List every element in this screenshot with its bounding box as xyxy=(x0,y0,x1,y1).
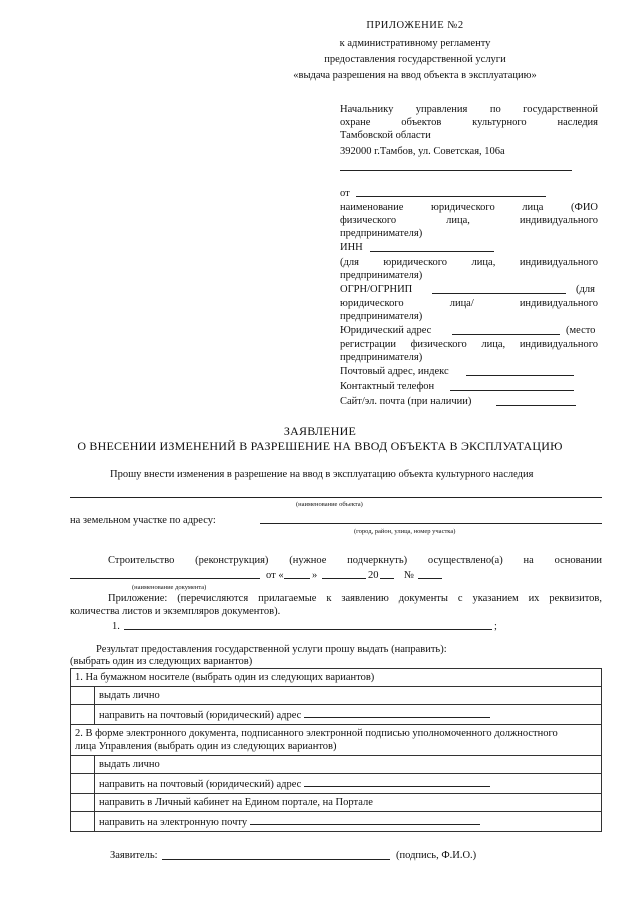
sender-name-note-1: наименование юридического лица (ФИО xyxy=(340,202,598,213)
legal-address-field[interactable] xyxy=(452,334,560,335)
ogrn-note-0: (для xyxy=(576,284,595,295)
legal-address-note-2: предпринимателя) xyxy=(340,352,423,363)
electronic-option-checkbox[interactable] xyxy=(71,812,95,832)
addressee-line-1: Начальнику управления по государственной xyxy=(340,104,598,115)
delivery-options-table xyxy=(70,668,602,832)
construction-text: Строительство (реконструкция) (нужное подчеркнуть) осуществлено(а) на основании xyxy=(108,555,602,566)
basis-document-caption: (наименование документа) xyxy=(132,584,207,591)
header-line-3: «выдача разрешения на ввод объекта в эксплуатацию» xyxy=(293,70,537,81)
paper-heading-row xyxy=(71,669,602,687)
paper-option-row[interactable] xyxy=(71,687,602,705)
attachment-item-field[interactable] xyxy=(124,629,492,630)
electronic-option-portal: направить в Личный кабинет на Едином портале, на Портале xyxy=(95,794,602,812)
plot-address-label: на земельном участке по адресу: xyxy=(70,515,216,526)
applicant-signature-field[interactable] xyxy=(162,859,390,860)
plot-address-field[interactable] xyxy=(260,523,602,524)
inn-note-1: (для юридического лица, индивидуального xyxy=(340,257,598,268)
inn-label: ИНН xyxy=(340,242,363,253)
request-text: Прошу внести изменения в разрешение на ввод в эксплуатацию объекта культурного наследия xyxy=(110,469,534,480)
electronic-heading-row xyxy=(71,725,602,756)
addressee-line-4: 392000 г.Тамбов, ул. Советская, 106а xyxy=(340,146,505,157)
legal-address-note-1: регистрации физического лица, индивидуального xyxy=(340,339,598,350)
attachment-item-number: 1. xyxy=(112,621,120,632)
date-quote-close: » xyxy=(312,570,318,581)
electronic-option-row[interactable] xyxy=(71,756,602,774)
paper-heading: 1. На бумажном носителе (выбрать один из следующих вариантов) xyxy=(71,669,602,687)
ogrn-note-1: юридического лица/ индивидуального xyxy=(340,298,598,309)
applicant-label: Заявитель: xyxy=(110,850,158,861)
paper-option-checkbox[interactable] xyxy=(71,705,95,725)
electronic-option-row[interactable] xyxy=(71,794,602,812)
object-name-caption: (наименование объекта) xyxy=(296,501,363,508)
electronic-option-email-label: направить на электронную почту xyxy=(99,817,248,828)
electronic-option-post xyxy=(95,774,602,794)
electronic-heading-1: 2. В форме электронного документа, подписанного электронной подписью уполномоченного должностного xyxy=(75,728,558,739)
electronic-option-personal: выдать лично xyxy=(95,756,602,774)
paper-option-personal: выдать лично xyxy=(95,687,602,705)
electronic-heading xyxy=(71,725,602,756)
result-text-2: (выбрать один из следующих вариантов) xyxy=(70,656,253,667)
date-day-field[interactable] xyxy=(284,578,310,579)
paper-post-address-field[interactable] xyxy=(304,707,490,718)
ogrn-note-2: предпринимателя) xyxy=(340,311,423,322)
electronic-post-address-field[interactable] xyxy=(304,776,490,787)
appendix-title: ПРИЛОЖЕНИЕ №2 xyxy=(366,20,464,31)
plot-address-caption: (город, район, улица, номер участка) xyxy=(354,528,456,535)
header-line-2: предоставления государственной услуги xyxy=(324,54,506,65)
sender-from-label: от xyxy=(340,188,350,199)
header-line-1: к административному регламенту xyxy=(339,38,491,49)
paper-option-row[interactable] xyxy=(71,705,602,725)
object-name-field[interactable] xyxy=(70,497,602,498)
doc-number-label: № xyxy=(404,570,415,581)
date-year-field[interactable] xyxy=(380,578,394,579)
date-year-prefix: 20 xyxy=(368,570,379,581)
addressee-line-2: охране объектов культурного наследия xyxy=(340,117,598,128)
electronic-option-checkbox[interactable] xyxy=(71,774,95,794)
legal-address-note-0: (место xyxy=(566,325,596,336)
addressee-blank-line[interactable] xyxy=(340,170,572,171)
paper-option-checkbox[interactable] xyxy=(71,687,95,705)
email-field[interactable] xyxy=(250,814,480,825)
site-field[interactable] xyxy=(496,405,576,406)
electronic-option-post-label: направить на почтовый (юридический) адрес xyxy=(99,779,302,790)
electronic-option-row[interactable] xyxy=(71,774,602,794)
inn-field[interactable] xyxy=(370,251,494,252)
legal-address-label: Юридический адрес xyxy=(340,325,432,336)
result-text-1: Результат предоставления государственной услуги прошу выдать (направить): xyxy=(96,644,447,655)
phone-label: Контактный телефон xyxy=(340,381,435,392)
attachments-text-1: Приложение: (перечисляются прилагаемые к заявлению документы с указанием их реквизитов, xyxy=(108,593,602,604)
statement-subtitle: О ВНЕСЕНИИ ИЗМЕНЕНИЙ В РАЗРЕШЕНИЕ НА ВВОД ОБЪЕКТА В ЭКСПЛУАТАЦИЮ xyxy=(77,439,563,453)
paper-option-post xyxy=(95,705,602,725)
date-month-field[interactable] xyxy=(322,578,366,579)
signature-caption: (подпись, Ф.И.О.) xyxy=(396,850,477,861)
electronic-option-checkbox[interactable] xyxy=(71,756,95,774)
inn-note-2: предпринимателя) xyxy=(340,270,423,281)
electronic-option-email xyxy=(95,812,602,832)
doc-number-field[interactable] xyxy=(418,578,442,579)
basis-document-field[interactable] xyxy=(70,578,260,579)
attachment-item-semicolon: ; xyxy=(494,621,497,632)
phone-field[interactable] xyxy=(450,390,574,391)
ogrn-field[interactable] xyxy=(432,293,566,294)
attachments-text-2: количества листов и экземпляров документов). xyxy=(70,606,281,617)
postal-address-label: Почтовый адрес, индекс xyxy=(340,366,449,377)
electronic-option-row[interactable] xyxy=(71,812,602,832)
electronic-option-checkbox[interactable] xyxy=(71,794,95,812)
sender-name-note-3: предпринимателя) xyxy=(340,228,423,239)
postal-address-field[interactable] xyxy=(466,375,574,376)
statement-title: ЗАЯВЛЕНИЕ xyxy=(283,424,357,438)
sender-name-note-2: физического лица, индивидуального xyxy=(340,215,598,226)
date-from-label: от « xyxy=(266,570,284,581)
electronic-heading-2: лица Управления (выбрать один из следующих вариантов) xyxy=(75,741,337,752)
addressee-line-3: Тамбовской области xyxy=(340,130,431,141)
ogrn-label: ОГРН/ОГРНИП xyxy=(340,284,413,295)
sender-from-field[interactable] xyxy=(356,196,546,197)
paper-option-post-label: направить на почтовый (юридический) адрес xyxy=(99,710,302,721)
site-label: Сайт/эл. почта (при наличии) xyxy=(340,396,472,407)
